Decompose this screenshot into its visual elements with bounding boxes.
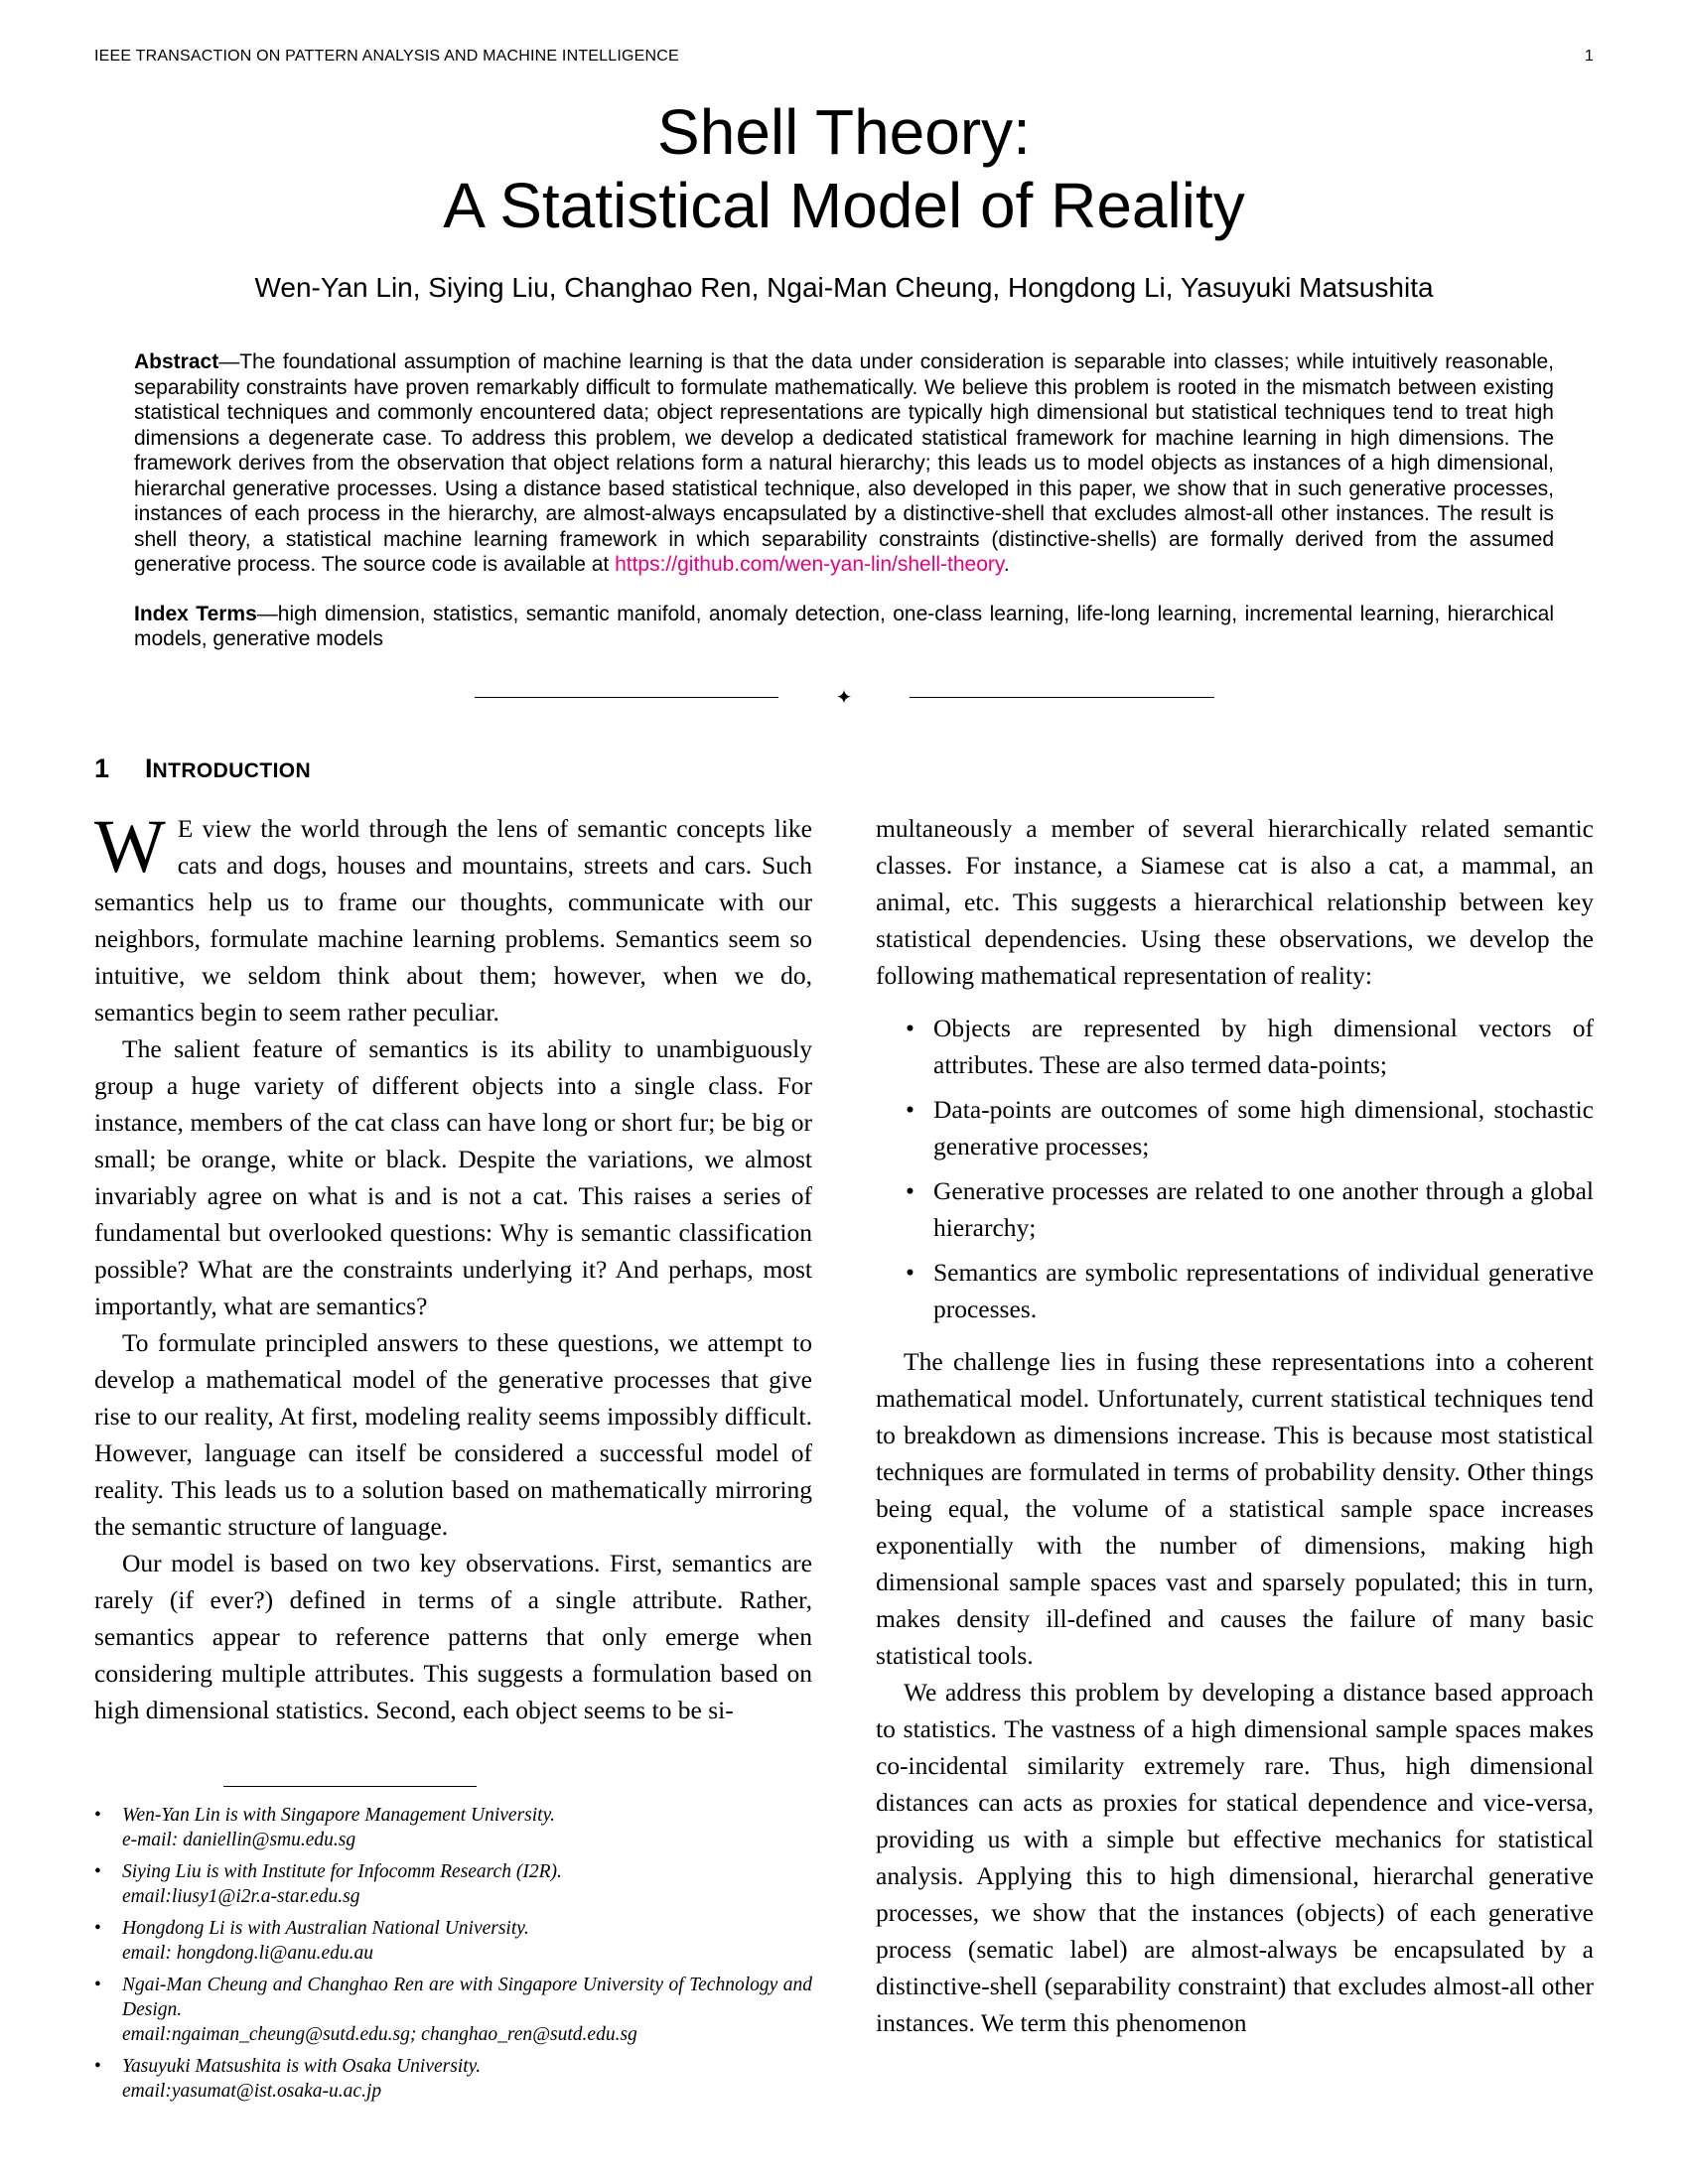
abstract-label: Abstract [134,350,219,374]
left-column [94,804,812,2120]
paper-title [94,95,1594,242]
footnote-email: email: hongdong.li@anu.edu.au [122,1942,373,1964]
dropcap-w: W [94,804,166,888]
index-terms-section [134,602,1554,652]
right-column [876,810,1594,2120]
divider-line-right [910,697,1213,698]
list-item-text: Semantics are symbolic representations of individual generative processes. [933,1257,1594,1323]
distance-approach-paragraph: We address this problem by developing a distance based approach to statistics. The vastness of a high dimensional sample spaces makes co-incidental similarity extremely rare. Thus, high dimensional distances can acts as proxies for statical dependence and vice-versa, providing us with a simple but effective mechanics for statistical analysis. Applying this to high dimensional, hierarchal generative processes, we show that the instances (objects) of each generative process (sematic label) are almost-always be encapsulated by a distinctive-shell (separability constraint) that excludes almost-all other instances. We term this phenomenon [876,1677,1594,2037]
list-item [876,1091,1594,1164]
index-terms-text: —high dimension, statistics, semantic manifold, anomaly detection, one-class learning, life-long learning, incremental learning, hierarchical models, generative models [134,602,1554,651]
footnote-affiliation: Siying Liu is with Institute for Infocomm Research (I2R). [122,1860,562,1882]
footnote-bullet-icon [94,2054,122,2104]
source-code-link[interactable]: https://github.com/wen-yan-lin/shell-theory [615,553,1004,577]
intro-paragraph-4: Our model is based on two key observations. First, semantics are rarely (if ever?) defined in terms of a single attribute. Rather, semantics appear to reference patterns that only emerge when considering multiple attributes. This suggests a formulation based on high dimensional statistics. Second, each object seems to be si- [94,1548,812,1724]
bullet-icon [906,1091,933,1164]
footnote-affiliation: Hongdong Li is with Australian National University. [122,1917,529,1939]
paper-title-line-1: Shell Theory: [657,96,1031,168]
continuation-paragraph: multaneously a member of several hierarchically related semantic classes. For instance, a Siamese cat is also a cat, a mammal, an animal, etc. This suggests a hierarchical relationship between key statistical dependencies. Using these observations, we develop the following mathematical representation of reality: [876,813,1594,990]
divider-line-left [475,697,778,698]
abstract-section [134,349,1554,578]
diamond-icon: ✦ [835,686,853,709]
journal-name: IEEE TRANSACTION ON PATTERN ANALYSIS AND MACHINE INTELLIGENCE [94,48,679,65]
footnote-item [94,1859,812,1909]
footnote-email: email:yasumat@ist.osaka-u.ac.jp [122,2080,382,2102]
author-footnotes [94,1786,812,2120]
abstract-text-after-link: . [1003,553,1010,577]
authors-line: Wen-Yan Lin, Siying Liu, Changhao Ren, Ngai-Man Cheung, Hongdong Li, Yasuyuki Matsushita [254,272,1434,304]
challenge-paragraph: The challenge lies in fusing these representations into a coherent mathematical model. Unfortunately, current statistical techniques tend to breakdown as dimensions increase. This is because most statistical techniques are formulated in terms of probability density. Other things being equal, the volume of a statistical sample space increases exponentially with the number of dimensions, making high dimensional sample spaces vast and sparsely populated; this in turn, makes density ill-defined and causes the failure of many basic statistical tools. [876,1346,1594,1670]
abstract-text: —The foundational assumption of machine learning is that the data under consideration is separable into classes; while intuitively reasonable, separability constraints have proven remarkably difficult to formulate mathematically. We believe this problem is rooted in the mismatch between existing statistical techniques and commonly encountered data; object representations are typically high dimensional but statistical techniques tend to treat high dimensions a degenerate case. To address this problem, we develop a dedicated statistical framework for machine learning in high dimensions. The framework derives from the observation that object relations form a natural hierarchy; this leads us to model objects as instances of a high dimensional, hierarchal generative processes. Using a distance based statistical technique, also developed in this paper, we show that in such generative processes, instances of each process in the hierarchy, are almost-always encapsulated by a distinctive-shell that excludes almost-all other instances. The result is shell theory, a statistical machine learning framework in which separability constraints (distinctive-shells) are formally derived from the assumed generative process. The source code is available at [134,350,1554,577]
bullet-icon [906,1010,933,1083]
bullet-icon [906,1172,933,1246]
intro-paragraph-2: The salient feature of semantics is its ability to unambiguously group a huge variety of different objects into a single class. For instance, members of the cat class can have long or short fur; be big or small; be orange, white or black. Despite the variations, we almost invariably agree on what is and is not a cat. This raises a series of fundamental but overlooked questions: Why is semantic classification possible? What are the constraints underlying it? And perhaps, most importantly, what are semantics? [94,1033,812,1320]
footnote-affiliation: Wen-Yan Lin is with Singapore Management University. [122,1804,556,1826]
footnote-affiliation: Ngai-Man Cheung and Changhao Ren are with Singapore University of Technology and Design. [122,1974,812,2020]
list-item [876,1010,1594,1083]
footnote-email: email:liusy1@i2r.a-star.edu.sg [122,1885,360,1907]
footnote-item [94,1973,812,2047]
footnote-bullet-icon [94,1859,122,1909]
list-item [876,1172,1594,1246]
intro-paragraph-1-text: E view the world through the lens of semantic concepts like cats and dogs, houses and mountains, streets and cars. Such semantics help us to frame our thoughts, communicate with our neighbors, formulate machine learning problems. Semantics seem so intuitive, we seldom think about them; however, when we do, semantics begin to seem rather peculiar. [94,813,812,1026]
footnote-email: e-mail: daniellin@smu.edu.sg [122,1829,356,1850]
list-item-text: Objects are represented by high dimensional vectors of attributes. These are also termed data-points; [933,1013,1594,1079]
section-number: 1 [94,752,110,783]
list-item-text: Generative processes are related to one another through a global hierarchy; [933,1175,1594,1242]
footnote-item [94,1803,812,1852]
section-title-rest: NTRODUCTION [152,758,312,782]
reality-representation-list [876,1010,1594,1327]
bullet-icon [906,1254,933,1327]
page-number: 1 [1584,48,1594,65]
footnote-item [94,2054,812,2104]
list-item [876,1254,1594,1327]
section-divider [475,688,1214,708]
footnote-list [94,1803,812,2104]
footnote-affiliation: Yasuyuki Matsushita is with Osaka University. [122,2055,482,2077]
footnote-bullet-icon [94,1973,122,2047]
intro-paragraph-3: To formulate principled answers to these questions, we attempt to develop a mathematical model of the generative processes that give rise to our reality, At first, modeling reality seems impossibly difficult. However, language can itself be considered a successful model of reality. This leads us to a solution based on mathematically mirroring the semantic structure of language. [94,1327,812,1541]
index-terms-label: Index Terms [134,602,257,625]
section-title-initial: I [145,752,153,783]
intro-paragraph-1 [94,804,812,1030]
footnote-bullet-icon [94,1803,122,1852]
footnote-email: email:ngaiman_cheung@sutd.edu.sg; changhao_ren@sutd.edu.sg [122,2023,637,2045]
footnote-item [94,1916,812,1966]
body-columns [94,804,1594,2120]
list-item-text: Data-points are outcomes of some high dimensional, stochastic generative processes; [933,1094,1594,1160]
paper-title-line-2: A Statistical Model of Reality [443,170,1245,242]
footnote-bullet-icon [94,1916,122,1966]
footnote-rule [223,1786,477,1787]
running-header [94,48,1594,66]
section-heading-introduction [94,753,1594,784]
